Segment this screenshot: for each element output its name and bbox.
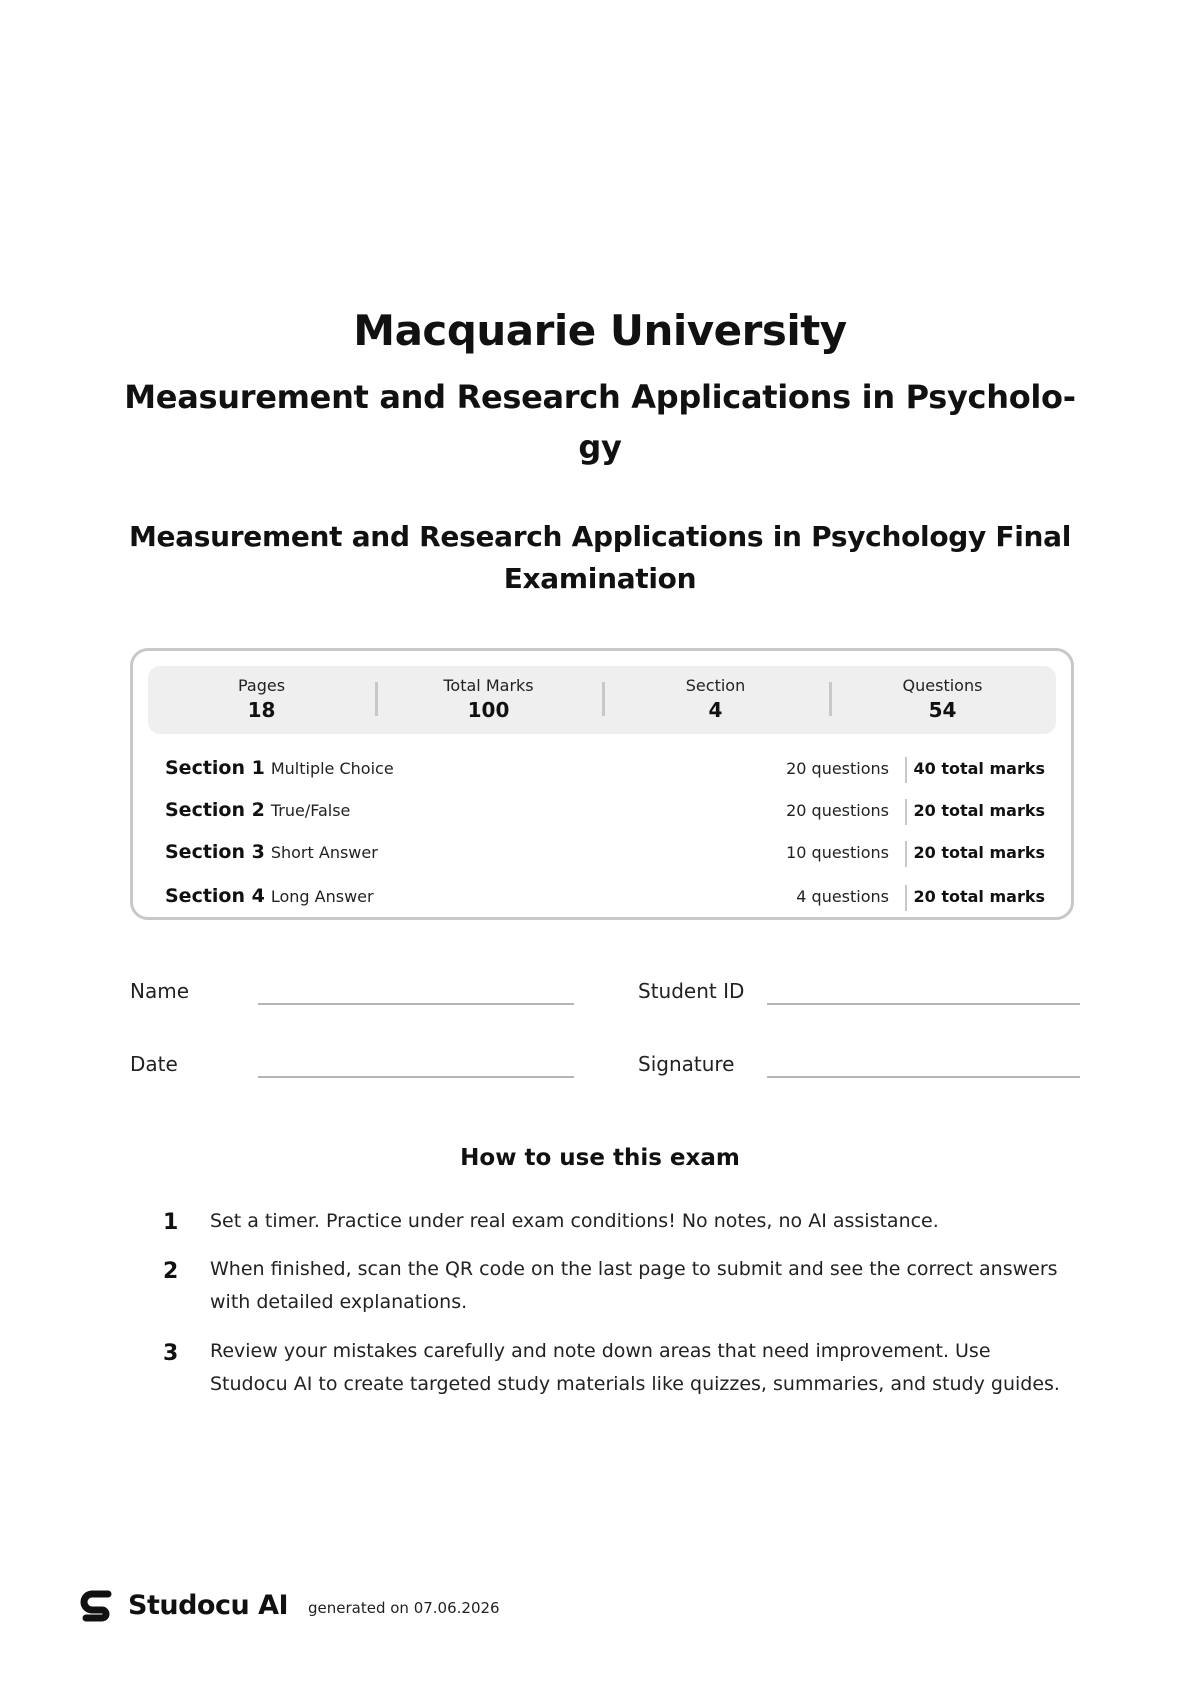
section-questions: 4 questions [796,887,889,906]
stat-label: Pages [237,676,286,695]
stat-value: 18 [247,698,276,722]
step-text: Review your mistakes carefully and note down areas that need improvement. Use Studocu AI to create targeted study materials like quizzes, summaries, and study guides. [210,1340,1060,1395]
section-type: Multiple Choice [270,759,394,778]
exam-title: Measurement and Research Applications in Psychology Final Examination [128,520,1072,595]
course-title: Measurement and Research Applications in Psycholo-gy [124,378,1076,466]
stat-value: 100 [467,698,510,722]
section-type: True/False [270,801,351,820]
step-number: 1 [163,1210,179,1235]
section-type: Long Answer [270,887,374,906]
section-questions: 20 questions [786,801,889,820]
step-text: Set a timer. Practice under real exam conditions! No notes, no AI assistance. [210,1210,939,1232]
section-marks: 40 total marks [913,759,1045,778]
studocu-logo-icon [78,1588,116,1626]
section-name: Section 2 [165,799,265,821]
step-text: When finished, scan the QR code on the last page to submit and see the correct answers with detailed explanations. [210,1258,1058,1313]
section-questions: 10 questions [786,843,889,862]
stat-label: Section [685,676,746,695]
generated-date: generated on 07.06.2026 [308,1599,500,1617]
section-row-3 [165,841,1045,869]
university-title: Macquarie University [353,306,847,355]
section-divider [905,885,907,911]
section-row-1 [165,757,1045,785]
footer-brand: Studocu AI [128,1590,289,1621]
student-id-field[interactable] [767,1003,1080,1005]
stat-value: 4 [708,698,723,722]
date-label: Date [130,1052,178,1076]
section-marks: 20 total marks [913,843,1045,862]
section-marks: 20 total marks [913,887,1045,906]
date-field[interactable] [258,1076,574,1078]
section-divider [905,757,907,783]
signature-field[interactable] [767,1076,1080,1078]
section-row-2 [165,799,1045,827]
section-marks: 20 total marks [913,801,1045,820]
section-row-4 [165,885,1045,913]
step-number: 2 [163,1259,179,1284]
stat-section [602,666,829,734]
stats-bar [148,666,1056,734]
stat-value: 54 [928,698,957,722]
section-questions: 20 questions [786,759,889,778]
stat-total-marks [375,666,602,734]
signature-label: Signature [638,1052,735,1076]
name-label: Name [130,979,190,1003]
stat-label: Questions [902,676,983,695]
student-id-label: Student ID [638,979,745,1003]
exam-summary-box [130,648,1074,920]
section-name: Section 3 [165,841,265,863]
section-name: Section 4 [165,885,265,907]
step-number: 3 [163,1341,179,1366]
section-divider [905,841,907,867]
name-field[interactable] [258,1003,574,1005]
howto-title: How to use this exam [460,1145,740,1171]
stat-pages [148,666,375,734]
section-divider [905,799,907,825]
section-type: Short Answer [270,843,378,862]
stat-label: Total Marks [443,676,534,695]
section-name: Section 1 [165,757,265,779]
stat-questions [829,666,1056,734]
